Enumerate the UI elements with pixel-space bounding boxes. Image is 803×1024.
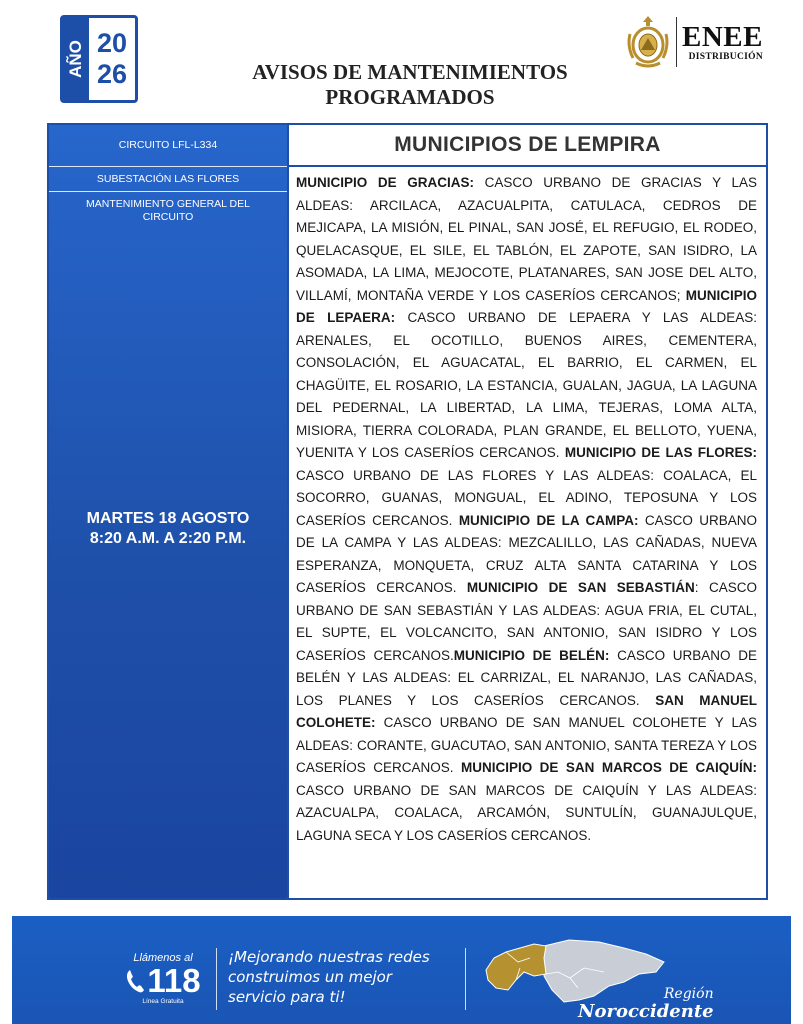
maintenance-table <box>47 123 768 900</box>
year-digits <box>89 18 135 100</box>
hotline-number: 118 <box>147 962 201 999</box>
hotline-sub: Línea Gratuita <box>142 998 184 1005</box>
hotline <box>120 952 206 1006</box>
logo-text <box>682 22 763 62</box>
municipality-name: MUNICIPIO DE LEPAERA: <box>296 287 757 325</box>
region-line-1: Región <box>663 986 714 1002</box>
footer-banner <box>12 916 791 1024</box>
year-line-2: 26 <box>96 59 128 89</box>
logo-divider <box>676 17 677 67</box>
schedule-column <box>49 125 287 898</box>
page-title-line-1: AVISOS DE MANTENIMIENTOS <box>252 60 568 84</box>
municipality-areas: : CASCO URBANO DE SAN SEBASTIÁN Y LAS ALDEAS: AGUA FRIA, EL CUTAL, EL SUPTE, EL VOLCANCITO, SAN ANTONIO, SAN ISIDRO Y LOS CASERÍOS CERCANOS. <box>296 580 757 663</box>
year-badge <box>60 15 138 103</box>
page-title <box>190 60 630 110</box>
municipality-name: MUNICIPIO DE SAN MARCOS DE CAIQUÍN: <box>460 760 757 775</box>
municipality-areas: CASCO URBANO DE SAN MANUEL COLOHETE Y LAS ALDEAS: CORANTE, GUACUTAO, SAN ANTONIO, SANTA TEREZA Y LOS CASERÍOS CERCANOS. <box>296 715 757 775</box>
work-type-cell <box>49 192 287 229</box>
footer-divider <box>465 948 466 1010</box>
honduras-seal-icon <box>626 14 670 70</box>
municipality-areas: CASCO URBANO DE LA CAMPA Y LAS ALDEAS: MEZCALILLO, LAS CAÑADAS, NUEVA ESPERANZA, MONQUETA, CRUZ ALTA SANTA CATARINA Y LOS CASERÍOS CERCANOS. <box>296 512 758 595</box>
hotline-number-row <box>120 964 206 998</box>
year-label: AÑO <box>66 40 85 78</box>
municipality-areas: CASCO URBANO DE LEPAERA Y LAS ALDEAS: ARENALES, EL OCOTILLO, BUENOS AIRES, CEMENTERA, CONSOLACIÓN, EL AGUACATAL, EL BARRIO, EL CARMEN, EL CHAGÜITE, EL ROSARIO, LA ESTANCIA, GUALAN, JAGUA, LA LAGUNA DEL PEDERNAL, LA LIBERTAD, LA LIMA, TEJERAS, LOMA ALTA, MISIORA, TIERRA COLORADA, PLAN GRANDE, EL BELLOTO, YUENA, YUENITA Y LOS CASERÍOS CERCANOS. <box>296 310 757 460</box>
logo-sub: DISTRIBUCIÓN <box>688 52 763 62</box>
phone-icon <box>125 968 147 994</box>
date-line-1: MARTES 18 AGOSTO <box>86 510 250 527</box>
municipalities-header: MUNICIPIOS DE LEMPIRA <box>289 125 766 167</box>
municipality-areas: CASCO URBANO DE LAS FLORES Y LAS ALDEAS: COALACA, EL SOCORRO, GUANAS, MONGUAL, EL ADINO, TEPOSUNA Y LOS CASERÍOS CERCANOS. <box>296 467 757 528</box>
date-line-2: 8:20 A.M. A 2:20 P.M. <box>89 530 247 547</box>
logo-name: ENEE <box>682 21 763 53</box>
municipality-areas: CASCO URBANO DE GRACIAS Y LAS ALDEAS: ARCILACA, AZACUALPITA, CATULACA, CEDROS DE MEJICAPA, LA MISIÓN, EL PINAL, SAN JOSÉ, EL REFUGIO, EL RODEO, QUELACASQUE, EL SILE, EL TABLÓN, EL ZAPOTE, SAN ISIDRO, LA ASOMADA, LA LIMA, MEJOCOTE, PLATANARES, SAN JOSE DEL ALTO, VILLAMÍ, MONTAÑA VERDE Y LOS CASERÍOS CERCANOS; <box>296 175 757 303</box>
slogan <box>228 947 468 1007</box>
year-label-box <box>63 18 89 100</box>
slogan-line-1: ¡Mejorando nuestras redes <box>228 948 430 966</box>
slogan-line-2: construimos un mejor <box>228 968 392 986</box>
affected-areas-text <box>289 167 766 847</box>
substation-cell <box>49 167 287 192</box>
page-title-line-2: PROGRAMADOS <box>325 85 495 109</box>
municipality-name: MUNICIPIO DE LAS FLORES: <box>564 445 757 460</box>
municipality-name: MUNICIPIO DE BELÉN: <box>453 647 610 663</box>
municipality-name: MUNICIPIO DE GRACIAS: <box>296 175 474 190</box>
municipality-areas: CASCO URBANO DE SAN MARCOS DE CAIQUÍN Y LAS ALDEAS: AZACUALPA, COALACA, ARCAMÓN, SUNTULÍN, GUANAJULQUE, LAGUNA SECA Y LOS CASERÍOS CERCANOS. <box>296 782 757 843</box>
enee-logo <box>626 14 763 70</box>
work-type-label: MANTENIMIENTO GENERAL DEL CIRCUITO <box>86 197 250 223</box>
municipality-name: MUNICIPIO DE LA CAMPA: <box>458 512 639 528</box>
hotline-label: Llámenos al <box>133 952 193 964</box>
municipality-name: SAN MANUEL COLOHETE: <box>296 692 757 730</box>
year-line-1: 20 <box>96 28 128 58</box>
substation-label: SUBESTACIÓN LAS FLORES <box>96 172 240 185</box>
region-label <box>578 987 714 1022</box>
slogan-line-3: servicio para ti! <box>228 988 346 1006</box>
municipality-areas: CASCO URBANO DE BELÉN Y LAS ALDEAS: EL CARRIZAL, EL NARANJO, LAS CAÑADAS, LOS PLANES Y LOS CASERÍOS CERCANOS. <box>296 647 757 708</box>
municipalities-column <box>287 125 766 898</box>
schedule-date <box>49 509 287 549</box>
municipality-name: MUNICIPIO DE SAN SEBASTIÁN <box>466 580 695 595</box>
region-line-2: Noroccidente <box>578 1001 714 1022</box>
circuit-cell <box>49 125 287 167</box>
circuit-label: CIRCUITO LFL-L334 <box>118 139 218 151</box>
footer-divider <box>216 948 217 1010</box>
